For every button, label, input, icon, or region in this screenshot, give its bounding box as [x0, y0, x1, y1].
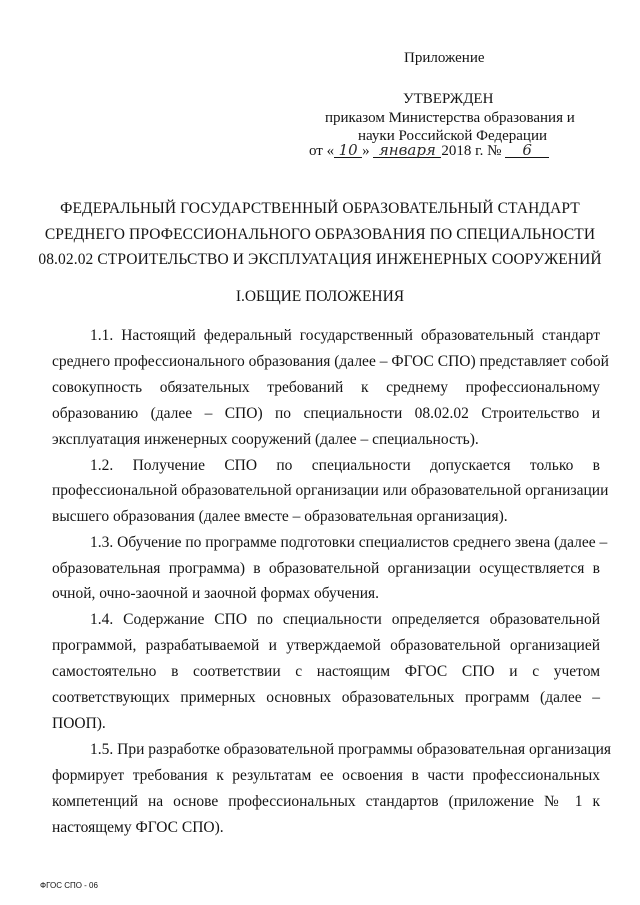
order-line-1: приказом Министерства образования и [325, 110, 575, 126]
paragraph-1-2-line: высшего образования (далее вместе – образовательная организация). [52, 508, 508, 525]
order-date-line [309, 143, 549, 160]
paragraph-1-3-line: образовательная программа) в образовательной организации осуществляется в [52, 560, 600, 577]
title-line-3: 08.02.02 СТРОИТЕЛЬСТВО И ЭКСПЛУАТАЦИЯ ИНЖЕНЕРНЫХ СООРУЖЕНИЙ [38, 251, 602, 268]
approved-label: УТВЕРЖДЕН [403, 91, 494, 107]
title-line-1: ФЕДЕРАЛЬНЫЙ ГОСУДАРСТВЕННЫЙ ОБРАЗОВАТЕЛЬНЫЙ СТАНДАРТ [60, 200, 580, 217]
appendix-label: Приложение [404, 50, 485, 66]
paragraph-1-5-line: формирует требования к результатам ее освоения в части профессиональных [52, 767, 600, 784]
paragraph-1-1-line: среднего профессионального образования (далее – ФГОС СПО) представляет собой [52, 353, 609, 370]
page-footer: ФГОС СПО - 06 [40, 881, 98, 890]
date-mid: » [362, 143, 370, 159]
paragraph-1-1-line: совокупность обязательных требований к среднему профессиональному [52, 379, 600, 396]
date-day-handwritten: 10 [334, 143, 362, 158]
title-line-2: СРЕДНЕГО ПРОФЕССИОНАЛЬНОГО ОБРАЗОВАНИЯ ПО СПЕЦИАЛЬНОСТИ [44, 226, 596, 243]
date-year: 2018 г. № [441, 143, 502, 159]
paragraph-1-1-line: образованию (далее – СПО) по специальности 08.02.02 Строительство и [52, 405, 600, 422]
paragraph-1-1-line: эксплуатация инженерных сооружений (далее – специальность). [52, 431, 479, 448]
paragraph-1-4-line: 1.4. Содержание СПО по специальности определяется образовательной [90, 611, 600, 628]
date-month-handwritten: января [373, 143, 441, 158]
order-number-handwritten: 6 [505, 143, 549, 158]
paragraph-1-4-line: соответствующих примерных основных образовательных программ (далее – [52, 689, 600, 706]
paragraph-1-5-line: 1.5. При разработке образовательной программы образовательная организация [90, 741, 612, 758]
paragraph-1-2-line: 1.2. Получение СПО по специальности допускается только в [90, 457, 600, 474]
paragraph-1-2-line: профессиональной образовательной организации или образовательной организации [52, 482, 609, 499]
paragraph-1-3-line: 1.3. Обучение по программе подготовки специалистов среднего звена (далее – [90, 534, 608, 551]
order-line-2: науки Российской Федерации [358, 128, 548, 144]
paragraph-1-5-line: компетенций на основе профессиональных стандартов (приложение № 1 к [52, 793, 600, 810]
date-from: от « [309, 143, 335, 159]
paragraph-1-4-line: ПООП). [52, 715, 106, 732]
paragraph-1-4-line: самостоятельно в соответствии с настоящим ФГОС СПО и с учетом [52, 663, 600, 680]
paragraph-1-1-line: 1.1. Настоящий федеральный государственный образовательный стандарт [90, 327, 600, 344]
paragraph-1-3-line: очной, очно-заочной и заочной формах обучения. [52, 585, 380, 602]
paragraph-1-5-line: настоящему ФГОС СПО). [52, 819, 224, 836]
paragraph-1-4-line: программой, разрабатываемой и утверждаемой образовательной организацией [52, 637, 600, 654]
section-heading: I.ОБЩИЕ ПОЛОЖЕНИЯ [235, 288, 405, 305]
